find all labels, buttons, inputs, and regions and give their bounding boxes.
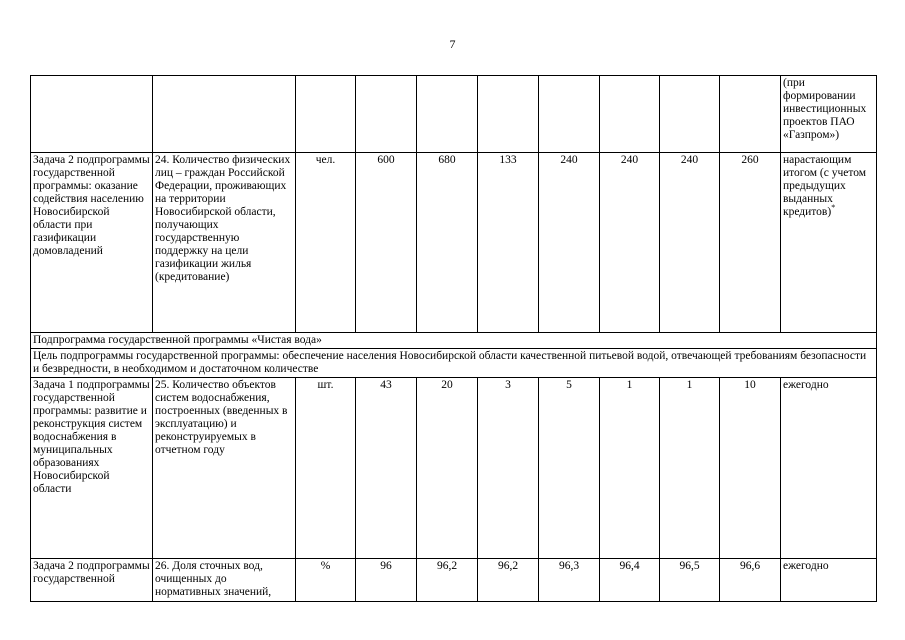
task-cell: Задача 1 подпрограммы государственной программы: развитие и реконструкция систем водоснабжения в муниципальных образованиях Новосибирской области	[31, 378, 153, 559]
value-cell: 133	[478, 153, 539, 333]
value-cell: 96,3	[539, 559, 600, 602]
subprogram-title: Подпрограмма государственной программы «Чистая вода»	[31, 333, 877, 349]
subprogram-goal: Цель подпрограммы государственной программы: обеспечение населения Новосибирской области качественной питьевой водой, отвечающей требованиям безопасности и безвредности, в необходимом и достаточном количестве	[31, 349, 877, 378]
unit-cell: чел.	[296, 153, 356, 333]
footnote-mark: *	[831, 203, 836, 213]
value-cell: 240	[600, 153, 660, 333]
value-cell	[417, 76, 478, 153]
value-cell: 5	[539, 378, 600, 559]
value-cell: 96,5	[660, 559, 720, 602]
table-row	[31, 559, 877, 602]
value-cell: 96,2	[478, 559, 539, 602]
task-cell: Задача 2 подпрограммы государственной	[31, 559, 153, 602]
value-cell: 96,6	[720, 559, 781, 602]
task-cell: Задача 2 подпрограммы государственной программы: оказание содействия населению Новосибирской области при газификации домовладений	[31, 153, 153, 333]
value-cell: 96,4	[600, 559, 660, 602]
value-cell: 10	[720, 378, 781, 559]
value-cell	[356, 76, 417, 153]
value-cell	[478, 76, 539, 153]
note-text: нарастающим итогом (с учетом предыдущих выданных кредитов)	[783, 154, 867, 218]
table-row	[31, 76, 877, 153]
value-cell	[539, 76, 600, 153]
value-cell: 1	[600, 378, 660, 559]
value-cell: 96	[356, 559, 417, 602]
value-cell	[600, 76, 660, 153]
value-cell: 96,2	[417, 559, 478, 602]
table-row	[31, 349, 877, 378]
unit-cell: %	[296, 559, 356, 602]
value-cell: 43	[356, 378, 417, 559]
indicator-cell: 24. Количество физических лиц – граждан Российской Федерации, проживающих на территории Новосибирской области, получающих государственную поддержку на цели газификации жилья (кредитование)	[153, 153, 296, 333]
indicator-cell	[153, 76, 296, 153]
value-cell	[660, 76, 720, 153]
table-row	[31, 333, 877, 349]
table-row	[31, 378, 877, 559]
note-cell	[781, 153, 877, 333]
value-cell	[720, 76, 781, 153]
value-cell: 3	[478, 378, 539, 559]
value-cell: 260	[720, 153, 781, 333]
note-cell: (при формировании инвестиционных проектов ПАО «Газпром»)	[781, 76, 877, 153]
table-row	[31, 153, 877, 333]
value-cell: 240	[660, 153, 720, 333]
task-cell	[31, 76, 153, 153]
unit-cell	[296, 76, 356, 153]
value-cell: 680	[417, 153, 478, 333]
unit-cell: шт.	[296, 378, 356, 559]
value-cell: 20	[417, 378, 478, 559]
value-cell: 1	[660, 378, 720, 559]
page-number: 7	[449, 37, 456, 51]
note-cell: ежегодно	[781, 378, 877, 559]
indicator-cell: 25. Количество объектов систем водоснабжения, построенных (введенных в эксплуатацию) и реконструируемых в отчетном году	[153, 378, 296, 559]
indicator-cell: 26. Доля сточных вод, очищенных до нормативных значений,	[153, 559, 296, 602]
indicators-table	[30, 75, 877, 602]
value-cell: 600	[356, 153, 417, 333]
note-cell: ежегодно	[781, 559, 877, 602]
value-cell: 240	[539, 153, 600, 333]
